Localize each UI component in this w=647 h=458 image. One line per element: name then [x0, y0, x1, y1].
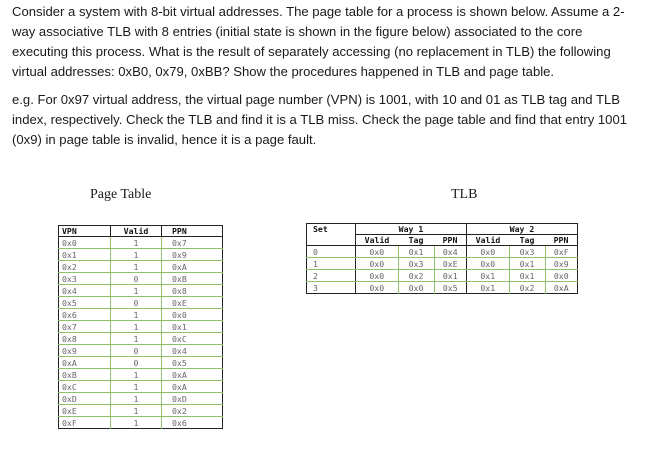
valid-cell: 1 — [111, 417, 162, 429]
way1-tag-cell: 0x1 — [398, 246, 434, 258]
vpn-cell: 0xE — [59, 405, 111, 417]
way2-header: Way 2 — [467, 224, 578, 235]
valid-cell: 1 — [111, 321, 162, 333]
way2-valid-cell: 0x1 — [467, 270, 510, 282]
page-table-row — [59, 345, 223, 357]
page-table-row — [59, 321, 223, 333]
page-table-row — [59, 309, 223, 321]
way2-valid-header: Valid — [467, 235, 510, 246]
way1-valid-cell: 0x0 — [356, 258, 399, 270]
ppn-cell: 0x0 — [162, 309, 223, 321]
page-table-header-row — [59, 226, 223, 237]
way2-tag-cell: 0x3 — [509, 246, 545, 258]
ppn-cell: 0x5 — [162, 357, 223, 369]
vpn-cell: 0x3 — [59, 273, 111, 285]
vpn-cell: 0x5 — [59, 297, 111, 309]
ppn-cell: 0x8 — [162, 285, 223, 297]
page-table-row — [59, 237, 223, 249]
way1-valid-cell: 0x0 — [356, 270, 399, 282]
way2-ppn-cell: 0xA — [553, 282, 569, 293]
example-explanation: e.g. For 0x97 virtual address, the virtual page number (VPN) is 1001, with 10 and 01 as TLB tag and TLB index, respectively. Check the TLB and find it is a TLB miss. Check the page table and find that entry 1001 (0x9) in page table is invalid, hence it is a page fault. — [12, 92, 628, 147]
problem-statement: Consider a system with 8-bit virtual addresses. The page table for a process is shown below. Assume a 2-way associative TLB with 8 entries (initial state is shown in the figure below) associated to the core executing this process. What is the result of separately accessing (no replacement in TLB) the following virtual addresses: 0xB0, 0x79, 0xBB? Show the procedures happened in TLB and page table. — [12, 4, 625, 79]
way2-valid-cell: 0x0 — [467, 246, 510, 258]
ppn-header: PPN — [162, 226, 223, 237]
way1-ppn-cell: 0x1 — [434, 270, 467, 282]
set-cell: 0 — [307, 246, 356, 258]
tlb-row — [307, 258, 578, 270]
vpn-cell: 0xA — [59, 357, 111, 369]
page-table-caption: Page Table — [90, 187, 152, 202]
page-table-row — [59, 381, 223, 393]
valid-header: Valid — [111, 226, 162, 237]
way1-ppn-header: PPN — [434, 235, 467, 246]
way2-valid-cell: 0x0 — [467, 258, 510, 270]
set-header: Set — [307, 224, 356, 246]
page-table-row — [59, 297, 223, 309]
vpn-cell: 0x9 — [59, 345, 111, 357]
set-cell: 3 — [307, 282, 356, 294]
way1-header: Way 1 — [356, 224, 467, 235]
ppn-cell: 0x1 — [162, 321, 223, 333]
page-table-row — [59, 285, 223, 297]
tlb-caption: TLB — [451, 187, 478, 202]
tlb-row — [307, 282, 578, 294]
way2-ppn-cell: 0xF — [545, 246, 578, 258]
way2-tag-cell: 0x1 — [509, 270, 545, 282]
valid-cell: 1 — [111, 285, 162, 297]
page-table-row — [59, 417, 223, 429]
page-table-row — [59, 393, 223, 405]
ppn-cell: 0xD — [162, 393, 223, 405]
way2-tag-header: Tag — [509, 235, 545, 246]
vpn-cell: 0xC — [59, 381, 111, 393]
ppn-cell: 0xE — [162, 297, 223, 309]
vpn-cell: 0x4 — [59, 285, 111, 297]
valid-cell: 1 — [111, 261, 162, 273]
ppn-cell: 0x2 — [162, 405, 223, 417]
way1-valid-cell: 0x0 — [356, 246, 399, 258]
valid-cell: 0 — [111, 297, 162, 309]
way1-tag-cell: 0x2 — [398, 270, 434, 282]
way2-tag-cell: 0x1 — [509, 258, 545, 270]
vpn-cell: 0xF — [59, 417, 111, 429]
valid-cell: 1 — [111, 381, 162, 393]
vpn-cell: 0x8 — [59, 333, 111, 345]
way1-ppn-cell: 0x4 — [434, 246, 467, 258]
valid-cell: 0 — [111, 345, 162, 357]
way2-tag-cell: 0x2 — [509, 282, 545, 294]
page-table-row — [59, 369, 223, 381]
vpn-cell: 0xD — [59, 393, 111, 405]
page-table — [58, 225, 223, 429]
way2-ppn-cell: 0x9 — [545, 258, 578, 270]
way1-tag-cell: 0x3 — [398, 258, 434, 270]
valid-cell: 1 — [111, 309, 162, 321]
set-cell: 1 — [307, 258, 356, 270]
vpn-cell: 0x1 — [59, 249, 111, 261]
page-table-row — [59, 261, 223, 273]
vpn-header: VPN — [59, 226, 111, 237]
ppn-cell: 0x6 — [172, 417, 187, 428]
valid-cell: 1 — [111, 333, 162, 345]
valid-cell: 0 — [111, 273, 162, 285]
ppn-cell: 0xC — [162, 333, 223, 345]
page-table-row — [59, 357, 223, 369]
way1-valid-cell: 0x0 — [356, 282, 399, 294]
page-table-row — [59, 273, 223, 285]
ppn-cell: 0x4 — [162, 345, 223, 357]
valid-cell: 1 — [111, 393, 162, 405]
way1-tag-cell: 0x0 — [398, 282, 434, 294]
vpn-cell: 0x6 — [59, 309, 111, 321]
way2-valid-cell: 0x1 — [467, 282, 510, 294]
vpn-cell: 0x2 — [59, 261, 111, 273]
valid-cell: 0 — [111, 357, 162, 369]
way1-valid-header: Valid — [356, 235, 399, 246]
ppn-cell: 0xA — [162, 381, 223, 393]
valid-cell: 1 — [111, 369, 162, 381]
page-table-row — [59, 249, 223, 261]
vpn-cell: 0x7 — [59, 321, 111, 333]
page-table-row — [59, 333, 223, 345]
way1-ppn-cell: 0xE — [434, 258, 467, 270]
ppn-cell: 0x7 — [162, 237, 223, 249]
tlb-row — [307, 270, 578, 282]
way2-ppn-header: PPN — [545, 235, 578, 246]
tlb-table — [306, 223, 578, 294]
ppn-cell: 0xB — [162, 273, 223, 285]
valid-cell: 1 — [111, 405, 162, 417]
ppn-cell: 0x9 — [162, 249, 223, 261]
ppn-cell: 0xA — [162, 369, 223, 381]
valid-cell: 1 — [111, 237, 162, 249]
way2-ppn-cell: 0x0 — [545, 270, 578, 282]
tlb-header-row — [307, 224, 578, 235]
vpn-cell: 0xB — [59, 369, 111, 381]
way1-ppn-cell: 0x5 — [434, 282, 467, 294]
tlb-row — [307, 246, 578, 258]
valid-cell: 1 — [111, 249, 162, 261]
way1-tag-header: Tag — [398, 235, 434, 246]
ppn-cell: 0xA — [162, 261, 223, 273]
vpn-cell: 0x0 — [59, 237, 111, 249]
page-table-row — [59, 405, 223, 417]
set-cell: 2 — [307, 270, 356, 282]
